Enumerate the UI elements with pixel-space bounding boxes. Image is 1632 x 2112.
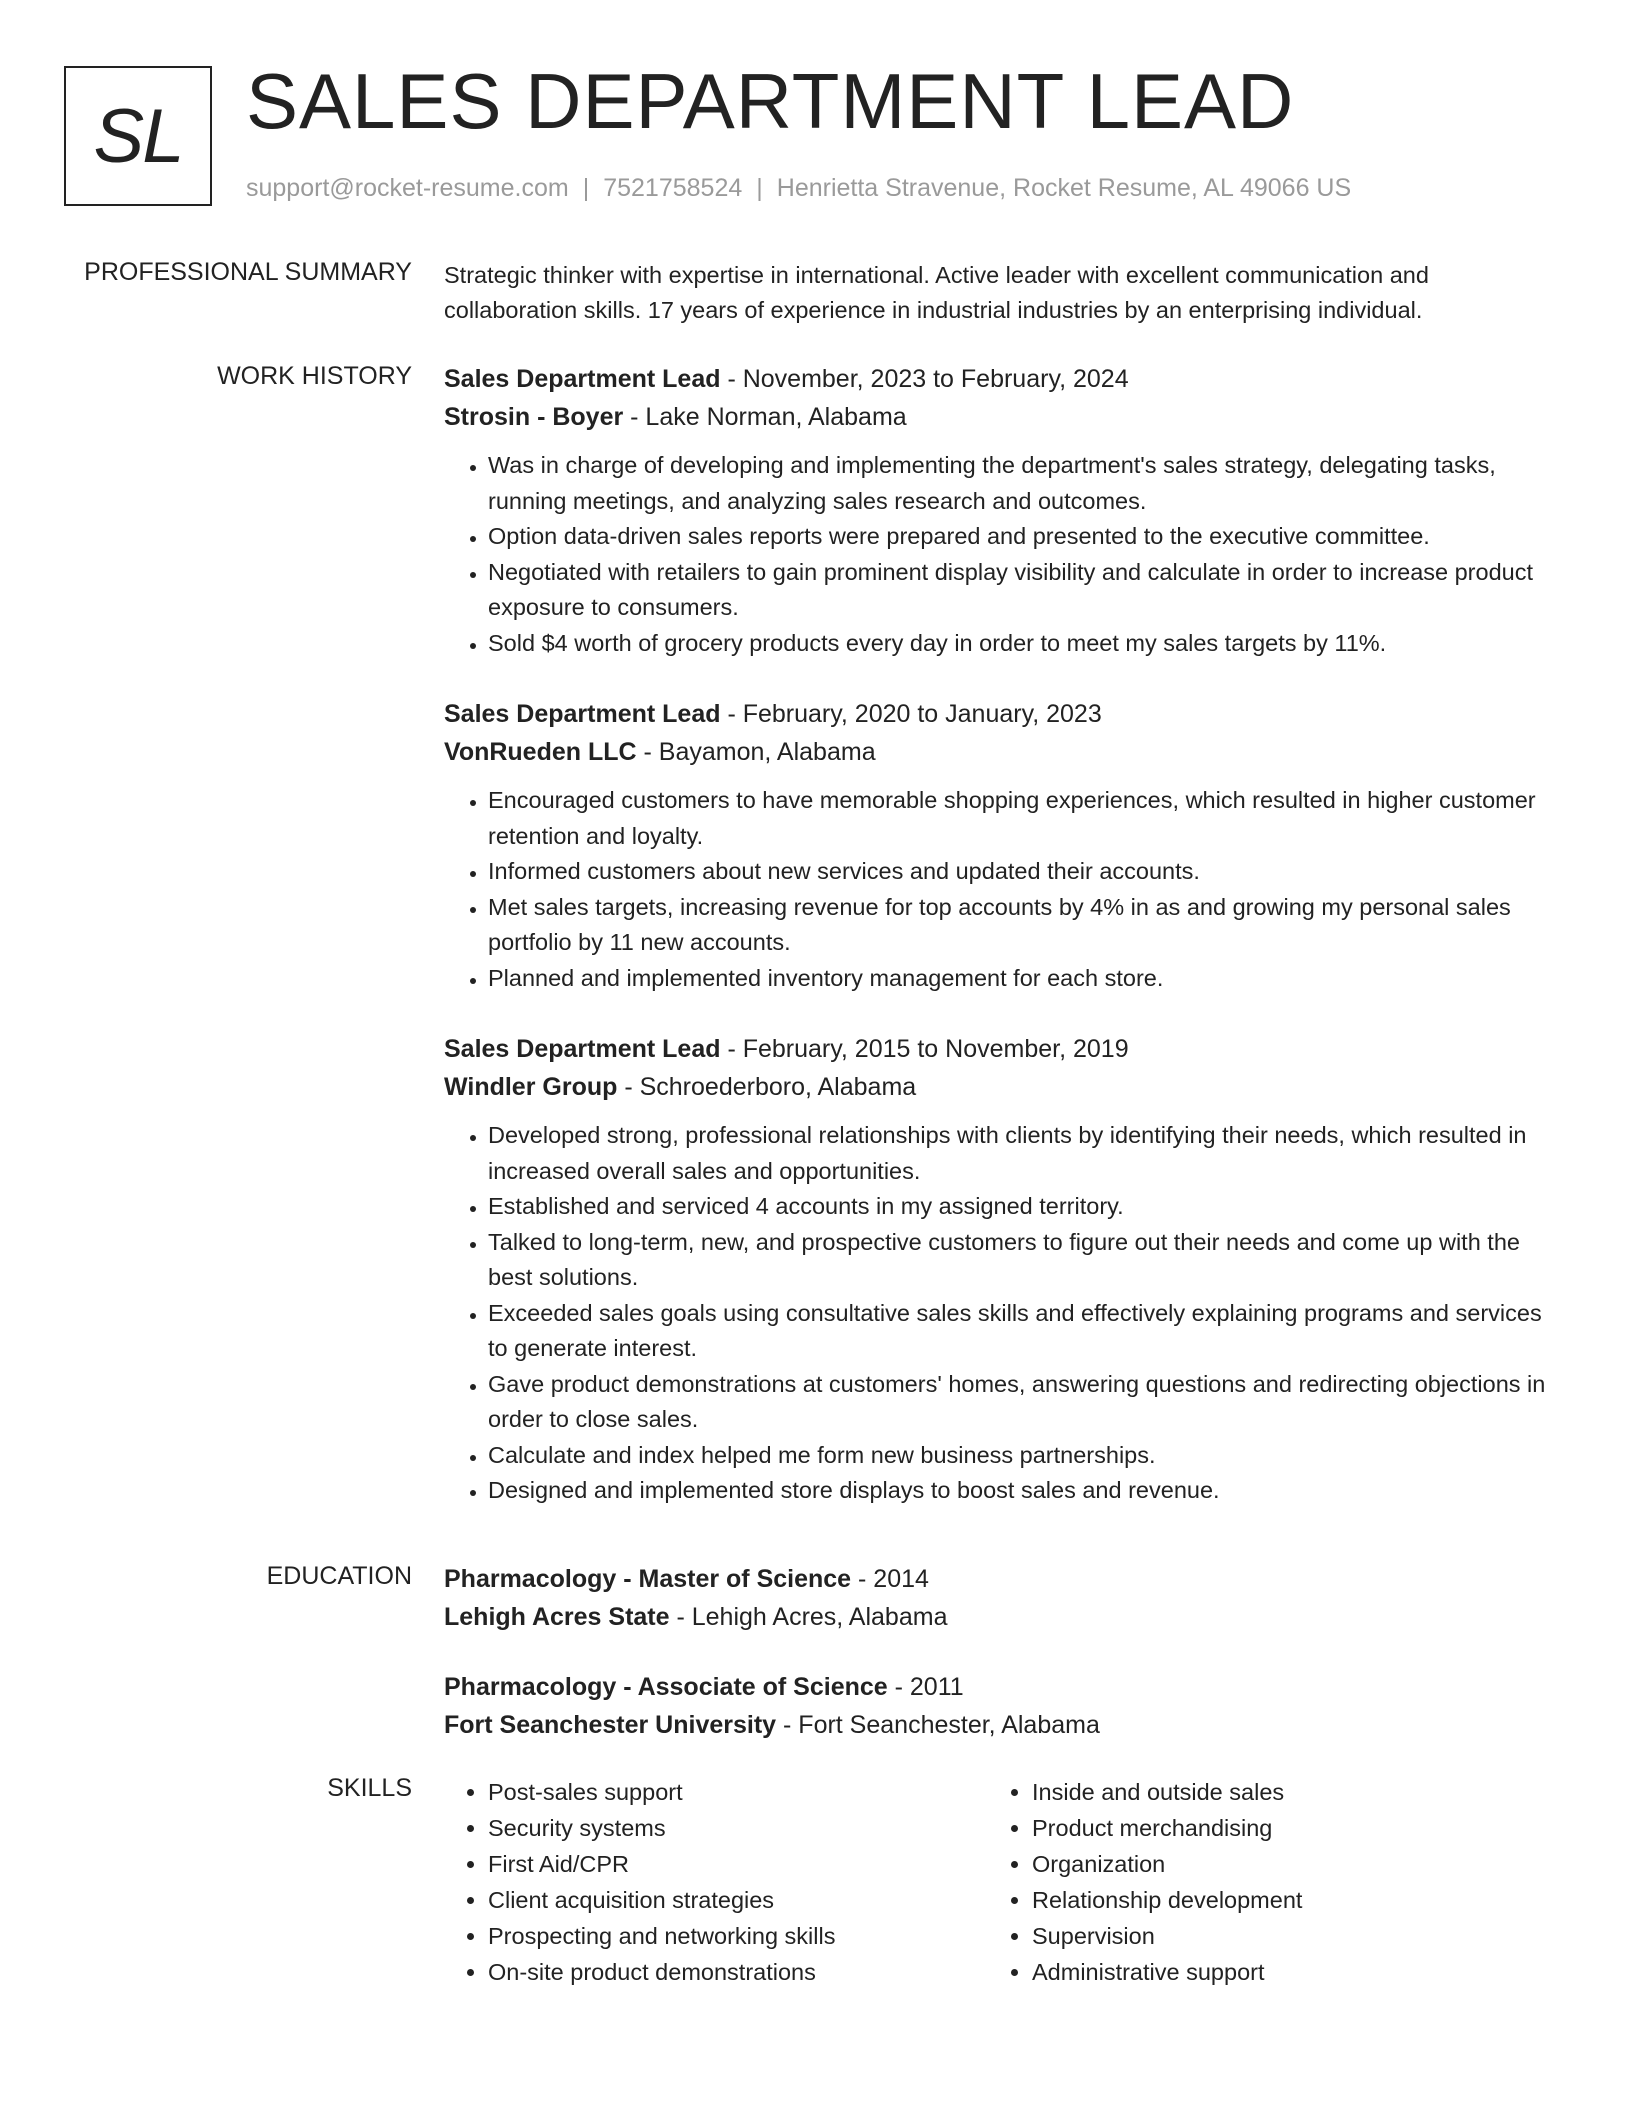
skills-list-right: [988, 1774, 1532, 1990]
list-item: • Relationship development: [1032, 1882, 1532, 1918]
contact-line: [246, 174, 1351, 203]
list-item: • On-site product demonstrations: [488, 1954, 988, 1990]
contact-phone: 7521758524: [603, 174, 743, 202]
list-item: • Supervision: [1032, 1918, 1532, 1954]
job-bullets: [444, 448, 1554, 661]
job-location: - Lake Norman, Alabama: [623, 403, 907, 431]
list-item: • Administrative support: [1032, 1954, 1532, 1990]
job-bullets: [444, 1118, 1554, 1509]
job-bullets: [444, 783, 1554, 996]
job-company: VonRueden LLC: [444, 738, 637, 766]
list-item: • Met sales targets, increasing revenue for top accounts by 4% in as and growing my personal sales portfolio by 11 new accounts.: [488, 890, 1554, 961]
job-dates: - February, 2015 to November, 2019: [720, 1035, 1129, 1063]
page-title: SALES DEPARTMENT LEAD: [246, 57, 1295, 145]
job-location: - Bayamon, Alabama: [636, 738, 876, 766]
list-item: • Product merchandising: [1032, 1810, 1532, 1846]
monogram-text: SL: [93, 93, 183, 179]
school-name: Lehigh Acres State: [444, 1603, 670, 1631]
education-entry: [444, 1668, 1554, 1744]
job-title: Sales Department Lead: [444, 700, 721, 728]
job-entry: [444, 1030, 1554, 1509]
monogram-logo: [64, 66, 212, 206]
section-label: PROFESSIONAL SUMMARY: [84, 258, 412, 286]
list-item: • Established and serviced 4 accounts in my assigned territory.: [488, 1189, 1554, 1225]
list-item: • Calculate and index helped me form new business partnerships.: [488, 1438, 1554, 1474]
list-item: • First Aid/CPR: [488, 1846, 988, 1882]
skills-list-left: [444, 1774, 988, 1990]
degree-name: Pharmacology - Associate of Science: [444, 1673, 888, 1701]
list-item: • Planned and implemented inventory management for each store.: [488, 961, 1554, 997]
job-dates: - November, 2023 to February, 2024: [720, 365, 1129, 393]
list-item: • Negotiated with retailers to gain prominent display visibility and calculate in order to increase product exposure to consumers.: [488, 555, 1554, 626]
job-company: Windler Group: [444, 1073, 618, 1101]
contact-address: Henrietta Stravenue, Rocket Resume, AL 49066 US: [776, 174, 1352, 202]
school-name: Fort Seanchester University: [444, 1711, 777, 1739]
list-item: • Encouraged customers to have memorable shopping experiences, which resulted in higher customer retention and loyalty.: [488, 783, 1554, 854]
job-dates: - February, 2020 to January, 2023: [720, 700, 1102, 728]
list-item: • Exceeded sales goals using consultative sales skills and effectively explaining programs and services to generate interest.: [488, 1296, 1554, 1367]
list-item: • Security systems: [488, 1810, 988, 1846]
section-label: SKILLS: [327, 1774, 412, 1802]
list-item: • Inside and outside sales: [1032, 1774, 1532, 1810]
list-item: • Client acquisition strategies: [488, 1882, 988, 1918]
job-entry: [444, 360, 1554, 661]
job-title: Sales Department Lead: [444, 1035, 721, 1063]
list-item: • Designed and implemented store displays to boost sales and revenue.: [488, 1473, 1554, 1509]
job-entry: [444, 695, 1554, 996]
list-item: • Sold $4 worth of grocery products every day in order to meet my sales targets by 11%.: [488, 626, 1554, 662]
school-location: - Fort Seanchester, Alabama: [776, 1711, 1100, 1739]
section-label: WORK HISTORY: [217, 362, 412, 390]
list-item: • Developed strong, professional relationships with clients by identifying their needs, which resulted in increased overall sales and opportunities.: [488, 1118, 1554, 1189]
degree-name: Pharmacology - Master of Science: [444, 1565, 852, 1593]
list-item: • Organization: [1032, 1846, 1532, 1882]
list-item: • Was in charge of developing and implementing the department's sales strategy, delegating tasks, running meetings, and analyzing sales research and outcomes.: [488, 448, 1554, 519]
school-location: - Lehigh Acres, Alabama: [669, 1603, 948, 1631]
summary-text: Strategic thinker with expertise in international. Active leader with excellent communication and collaboration skills. 17 years of experience in industrial industries by an enterprising individual.: [444, 262, 1429, 323]
list-item: • Talked to long-term, new, and prospective customers to figure out their needs and come up with the best solutions.: [488, 1225, 1554, 1296]
list-item: • Gave product demonstrations at customers' homes, answering questions and redirecting objections in order to close sales.: [488, 1367, 1554, 1438]
contact-separator: |: [582, 174, 590, 202]
job-company: Strosin - Boyer: [444, 403, 624, 431]
list-item: • Informed customers about new services and updated their accounts.: [488, 854, 1554, 890]
section-label: EDUCATION: [266, 1562, 412, 1590]
job-location: - Schroederboro, Alabama: [617, 1073, 917, 1101]
job-title: Sales Department Lead: [444, 365, 721, 393]
list-item: • Option data-driven sales reports were prepared and presented to the executive committee.: [488, 519, 1554, 555]
degree-year: - 2011: [887, 1673, 964, 1701]
contact-email: support@rocket-resume.com: [246, 174, 569, 202]
degree-year: - 2014: [851, 1565, 929, 1593]
list-item: • Prospecting and networking skills: [488, 1918, 988, 1954]
contact-separator: |: [756, 174, 763, 202]
list-item: • Post-sales support: [488, 1774, 988, 1810]
education-entry: [444, 1560, 1554, 1636]
